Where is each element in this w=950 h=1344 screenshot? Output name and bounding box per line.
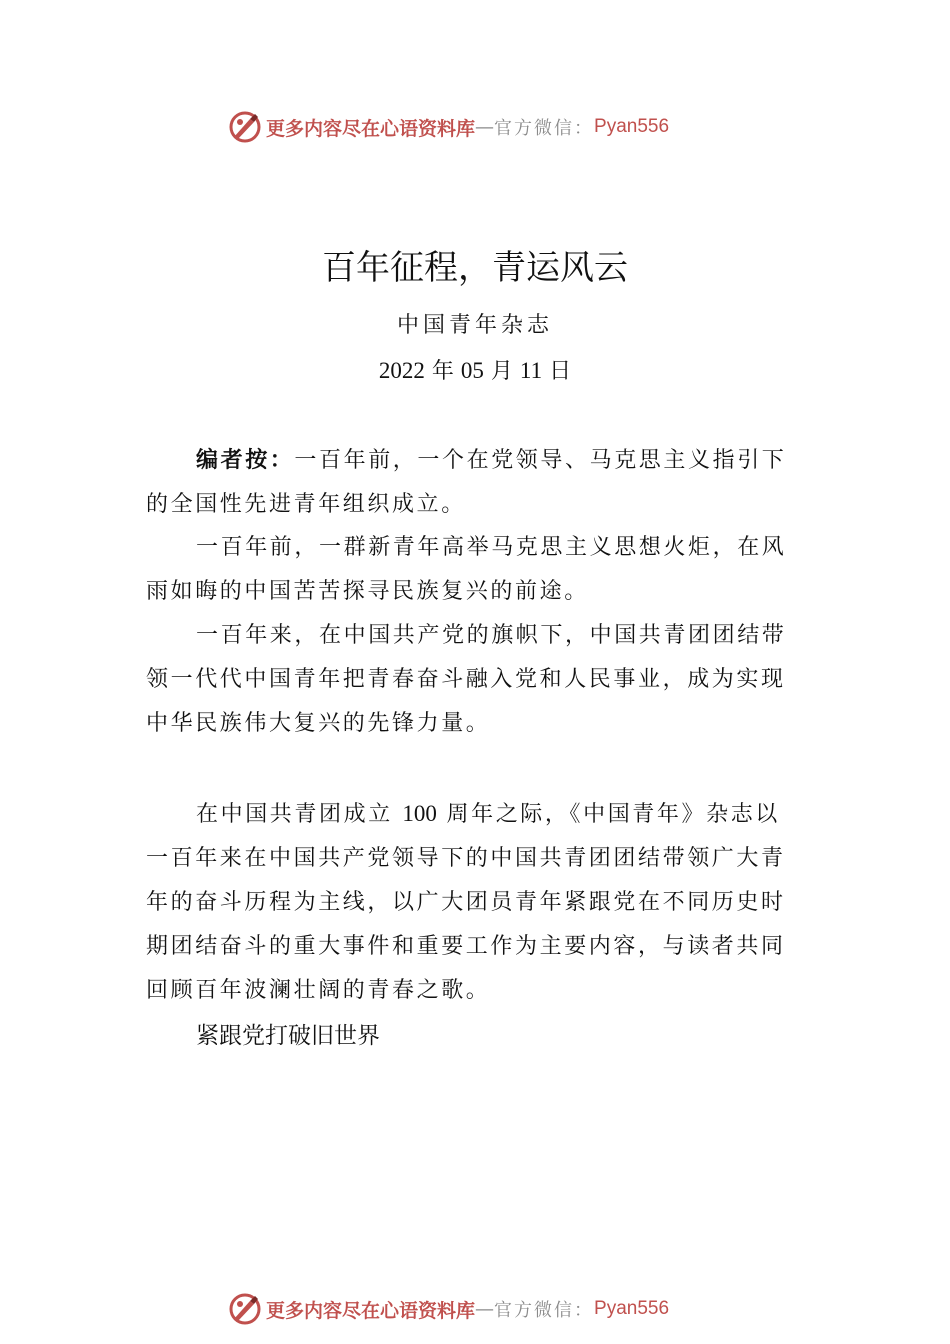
paragraph-4-number: 100: [402, 801, 437, 826]
watermark-main-text: 更多内容尽在心语资料库: [266, 117, 476, 140]
date-day: 11: [519, 358, 543, 383]
watermark-sub-text: 官方微信：: [494, 118, 595, 139]
date-year: 2022: [378, 358, 425, 383]
watermark-sub-text: 官方微信：: [494, 1300, 595, 1321]
section-heading: 紧跟党打破旧世界: [196, 1023, 380, 1049]
watermark-dash: —: [475, 116, 495, 138]
paragraph-3: 一百年来，在中国共产党的旗帜下，中国共青团团结带领一代代中国青年把青春奋斗融入党和人民事业，成为实现中华民族伟大复兴的先锋力量。: [146, 623, 787, 736]
watermark-wechat-id: Pyan556: [594, 1298, 670, 1319]
date-month: 05: [460, 358, 484, 383]
paragraph-4: [146, 792, 796, 1013]
pen-circle-icon: [228, 1292, 262, 1326]
date-day-unit: 日: [549, 359, 572, 384]
watermark-wechat-id: Pyan556: [594, 116, 670, 137]
pen-circle-icon: [228, 110, 262, 144]
article-source: 中国青年杂志: [396, 313, 553, 338]
article-title: 百年征程，青运风云: [322, 248, 628, 288]
footer-watermark: [228, 1292, 669, 1326]
watermark-dash: —: [475, 1298, 495, 1320]
editor-note-text: 一百年前，一个在党领导、马克思主义指引下的全国性先进青年组织成立。: [146, 448, 787, 517]
paragraph-4-pre: 在中国共青团成立: [196, 802, 403, 827]
editor-note-label: 编者按：: [196, 447, 295, 473]
article-date: [0, 354, 950, 385]
paragraph-2: 一百年前，一群新青年高举马克思主义思想火炬，在风雨如晦的中国苦苦探寻民族复兴的前途。: [146, 535, 787, 604]
paragraph-4-post: 周年之际，《中国青年》杂志以一百年来在中国共产党领导下的中国共青团团结带领广大青年的奋斗历程为主线，以广大团员青年紧跟党在不同历史时期团结奋斗的重大事件和重要工作为主要内容，与读者共同回顾百年波澜壮阔的青春之歌。: [146, 802, 786, 1003]
watermark-main-text: 更多内容尽在心语资料库: [266, 1299, 476, 1322]
header-watermark: [228, 110, 669, 144]
date-month-unit: 月: [490, 359, 513, 384]
editor-note-paragraph: [146, 438, 796, 527]
date-year-unit: 年: [431, 359, 454, 384]
